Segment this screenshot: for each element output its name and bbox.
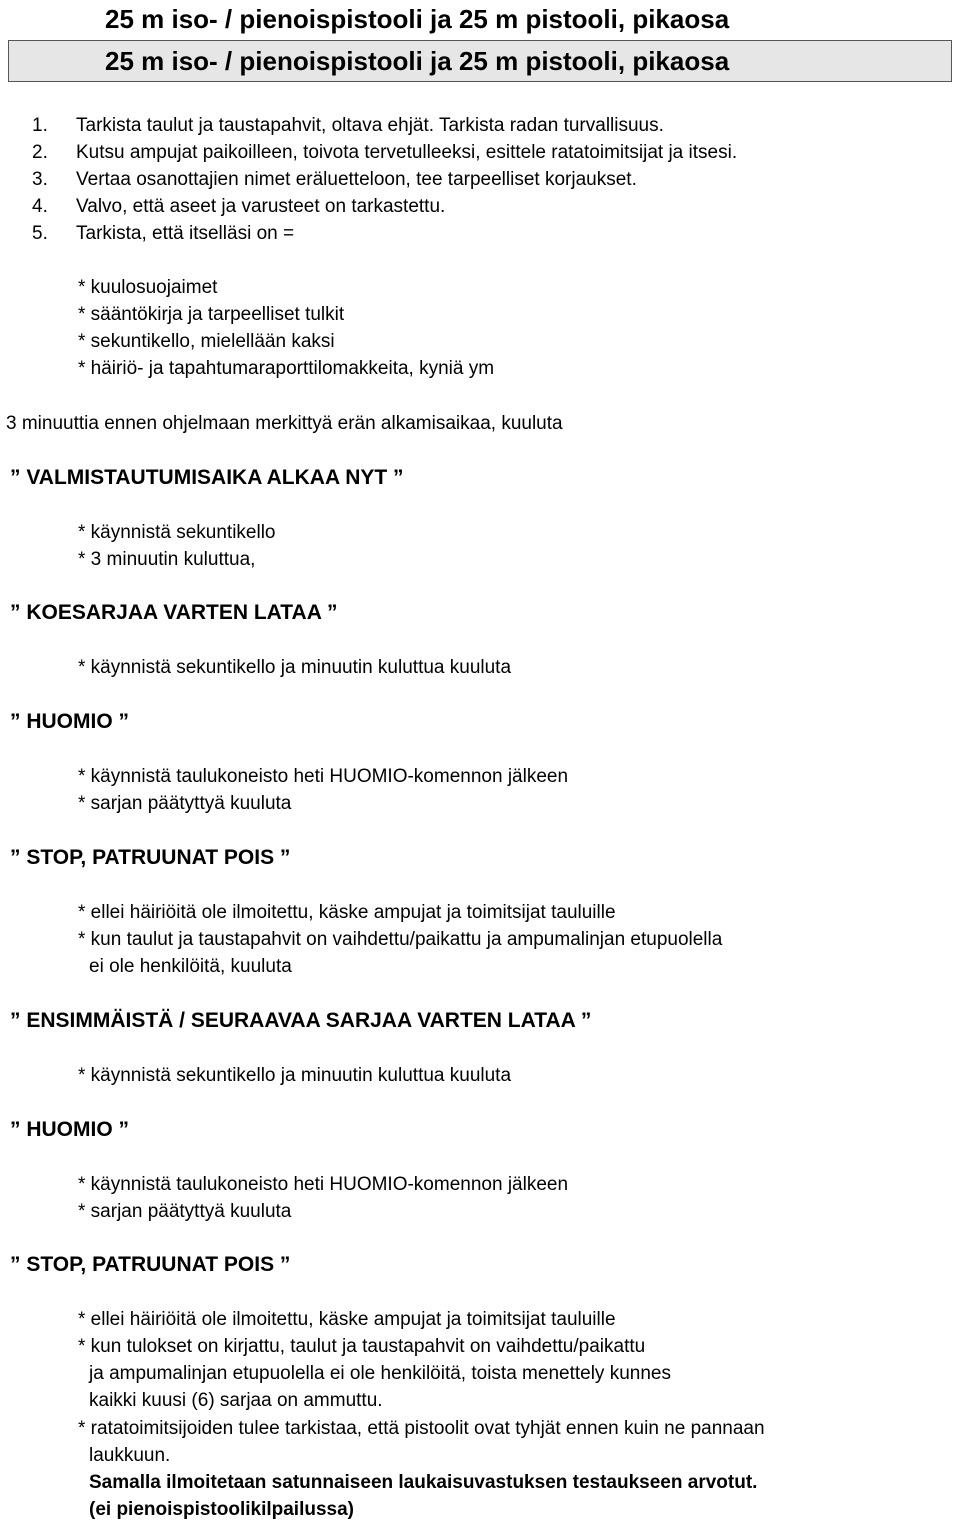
list-item: 2. Kutsu ampujat paikoilleen, toivota tervetulleeksi, esittele ratatoimitsijat ja itsesi. bbox=[32, 142, 738, 163]
instruction-item: * ratatoimitsijoiden tulee tarkistaa, että pistoolit ovat tyhjät ennen kuin ne pannaan bbox=[78, 1418, 765, 1439]
instruction-item: * 3 minuutin kuluttua, bbox=[78, 549, 256, 570]
instruction-item: * käynnistä sekuntikello ja minuutin kuluttua kuuluta bbox=[78, 657, 512, 678]
instruction-item: * käynnistä sekuntikello bbox=[78, 522, 276, 543]
instruction-item: * kun taulut ja taustapahvit on vaihdettu/paikattu ja ampumalinjan etupuolella bbox=[78, 929, 723, 950]
command-stop: ” STOP, PATRUUNAT POIS ” bbox=[10, 846, 291, 869]
instruction-item: * ellei häiriöitä ole ilmoitettu, käske ampujat ja toimitsijat tauluille bbox=[78, 1309, 616, 1330]
instruction-continuation: laukkuun. bbox=[89, 1445, 171, 1466]
list-item: 4. Valvo, että aseet ja varusteet on tarkastettu. bbox=[32, 196, 446, 217]
instruction-item: * kun tulokset on kirjattu, taulut ja taustapahvit on vaihdettu/paikattu bbox=[78, 1336, 646, 1357]
instruction-continuation: ei ole henkilöitä, kuuluta bbox=[89, 956, 292, 977]
note-text: (ei pienoispistoolikilpailussa) bbox=[89, 1499, 354, 1520]
instruction-item: * käynnistä taulukoneisto heti HUOMIO-komennon jälkeen bbox=[78, 766, 569, 787]
command-huomio: ” HUOMIO ” bbox=[10, 1118, 129, 1141]
note-text: Samalla ilmoitetaan satunnaiseen laukaisuvastuksen testaukseen arvotut. bbox=[89, 1472, 758, 1493]
instruction-item: * ellei häiriöitä ole ilmoitettu, käske ampujat ja toimitsijat tauluille bbox=[78, 902, 616, 923]
instruction-continuation: ja ampumalinjan etupuolella ei ole henkilöitä, toista menettely kunnes bbox=[89, 1363, 671, 1384]
command-huomio: ” HUOMIO ” bbox=[10, 710, 129, 733]
instruction-item: * sarjan päätyttyä kuuluta bbox=[78, 793, 292, 814]
instruction-item: * sarjan päätyttyä kuuluta bbox=[78, 1201, 292, 1222]
intro-text: 3 minuuttia ennen ohjelmaan merkittyä erän alkamisaikaa, kuuluta bbox=[6, 413, 563, 434]
command-valmistautumisaika: ” VALMISTAUTUMISAIKA ALKAA NYT ” bbox=[10, 466, 404, 489]
command-koesarjaa: ” KOESARJAA VARTEN LATAA ” bbox=[10, 601, 338, 624]
checklist-item: * kuulosuojaimet bbox=[78, 277, 218, 298]
page-title-repeat: 25 m iso- / pienoispistooli ja 25 m pistooli, pikaosa bbox=[105, 46, 730, 76]
instruction-continuation: kaikki kuusi (6) sarjaa on ammuttu. bbox=[89, 1390, 383, 1411]
command-ensimmaista: ” ENSIMMÄISTÄ / SEURAAVAA SARJAA VARTEN LATAA ” bbox=[10, 1009, 592, 1032]
checklist-item: * sekuntikello, mielellään kaksi bbox=[78, 331, 335, 352]
instruction-item: * käynnistä sekuntikello ja minuutin kuluttua kuuluta bbox=[78, 1065, 512, 1086]
list-item: 3. Vertaa osanottajien nimet eräluetteloon, tee tarpeelliset korjaukset. bbox=[32, 169, 637, 190]
command-stop: ” STOP, PATRUUNAT POIS ” bbox=[10, 1253, 291, 1276]
instruction-item: * käynnistä taulukoneisto heti HUOMIO-komennon jälkeen bbox=[78, 1174, 569, 1195]
list-item: 5. Tarkista, että itselläsi on = bbox=[32, 223, 295, 244]
checklist-item: * häiriö- ja tapahtumaraporttilomakkeita, kyniä ym bbox=[78, 358, 495, 379]
page-title: 25 m iso- / pienoispistooli ja 25 m pistooli, pikaosa bbox=[105, 4, 730, 34]
checklist-item: * sääntökirja ja tarpeelliset tulkit bbox=[78, 304, 345, 325]
list-item: 1. Tarkista taulut ja taustapahvit, oltava ehjät. Tarkista radan turvallisuus. bbox=[32, 115, 664, 136]
